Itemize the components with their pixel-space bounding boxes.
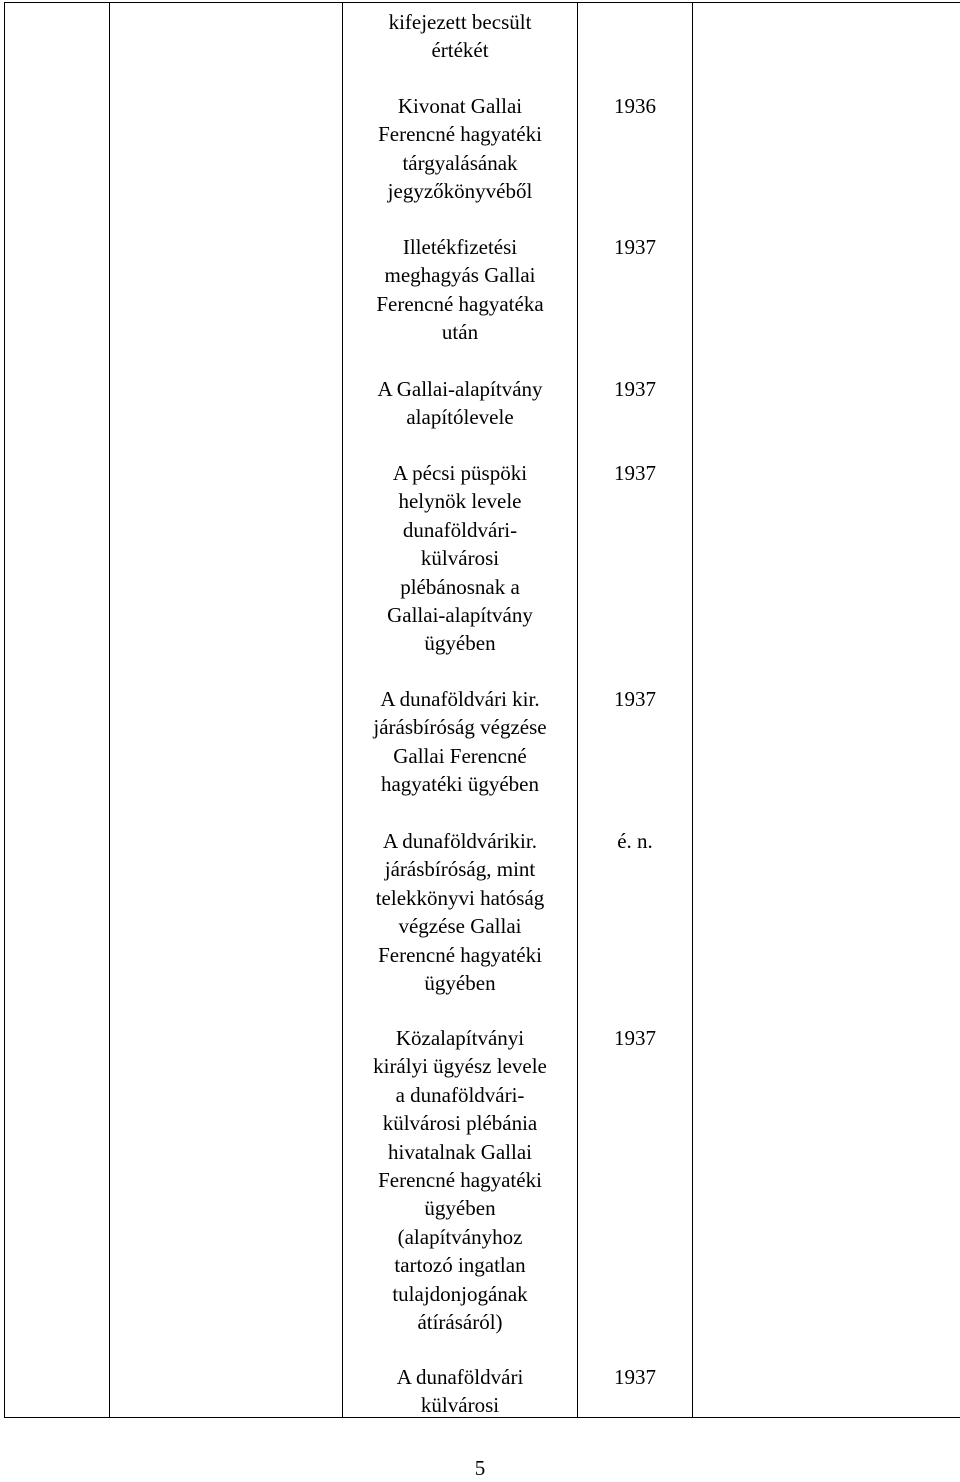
date-column xyxy=(578,3,692,1417)
entry-title: kifejezett becsült értékét xyxy=(343,8,577,65)
entry-date: 1937 xyxy=(578,375,692,403)
document-table-wrapper xyxy=(4,2,957,1418)
entry-title: A Gallai-alapítvány alapítólevele xyxy=(343,375,577,432)
entry-date: 1937 xyxy=(578,685,692,713)
column-1-cell xyxy=(5,3,110,1418)
column-2-cell xyxy=(110,3,343,1418)
entry-date: 1937 xyxy=(578,1363,692,1391)
entry-date: 1937 xyxy=(578,1024,692,1052)
table-row xyxy=(5,3,960,1418)
date-column-cell xyxy=(578,3,693,1418)
title-column xyxy=(343,3,577,1417)
entry-title: A dunaföldvári külvárosi xyxy=(343,1363,577,1420)
document-table xyxy=(4,2,960,1418)
entry-title: Közalapítványi királyi ügyész levele a dunaföldvári- külvárosi plébánia hivatalnak Gallai Ferencné hagyatéki ügyében (alapítványhoz tartozó ingatlan tulajdonjogának átírásáról) xyxy=(343,1024,577,1336)
page-number: 5 xyxy=(460,1454,500,1482)
column-5-cell xyxy=(693,3,960,1418)
entry-title: Illetékfizetési meghagyás Gallai Ferencné hagyatéka után xyxy=(343,233,577,347)
entry-title: Kivonat Gallai Ferencné hagyatéki tárgyalásának jegyzőkönyvéből xyxy=(343,92,577,206)
entry-date: 1936 xyxy=(578,92,692,120)
entry-date: é. n. xyxy=(578,827,692,855)
title-column-cell xyxy=(343,3,578,1418)
entry-date: 1937 xyxy=(578,233,692,261)
entry-title: A pécsi püspöki helynök levele dunaföldvári- külvárosi plébánosnak a Gallai-alapítvány ügyében xyxy=(343,459,577,658)
entry-title: A dunaföldvárikir. járásbíróság, mint telekkönyvi hatóság végzése Gallai Ferencné hagyatéki ügyében xyxy=(343,827,577,997)
entry-title: A dunaföldvári kir. járásbíróság végzése Gallai Ferencné hagyatéki ügyében xyxy=(343,685,577,799)
entry-date: 1937 xyxy=(578,459,692,487)
